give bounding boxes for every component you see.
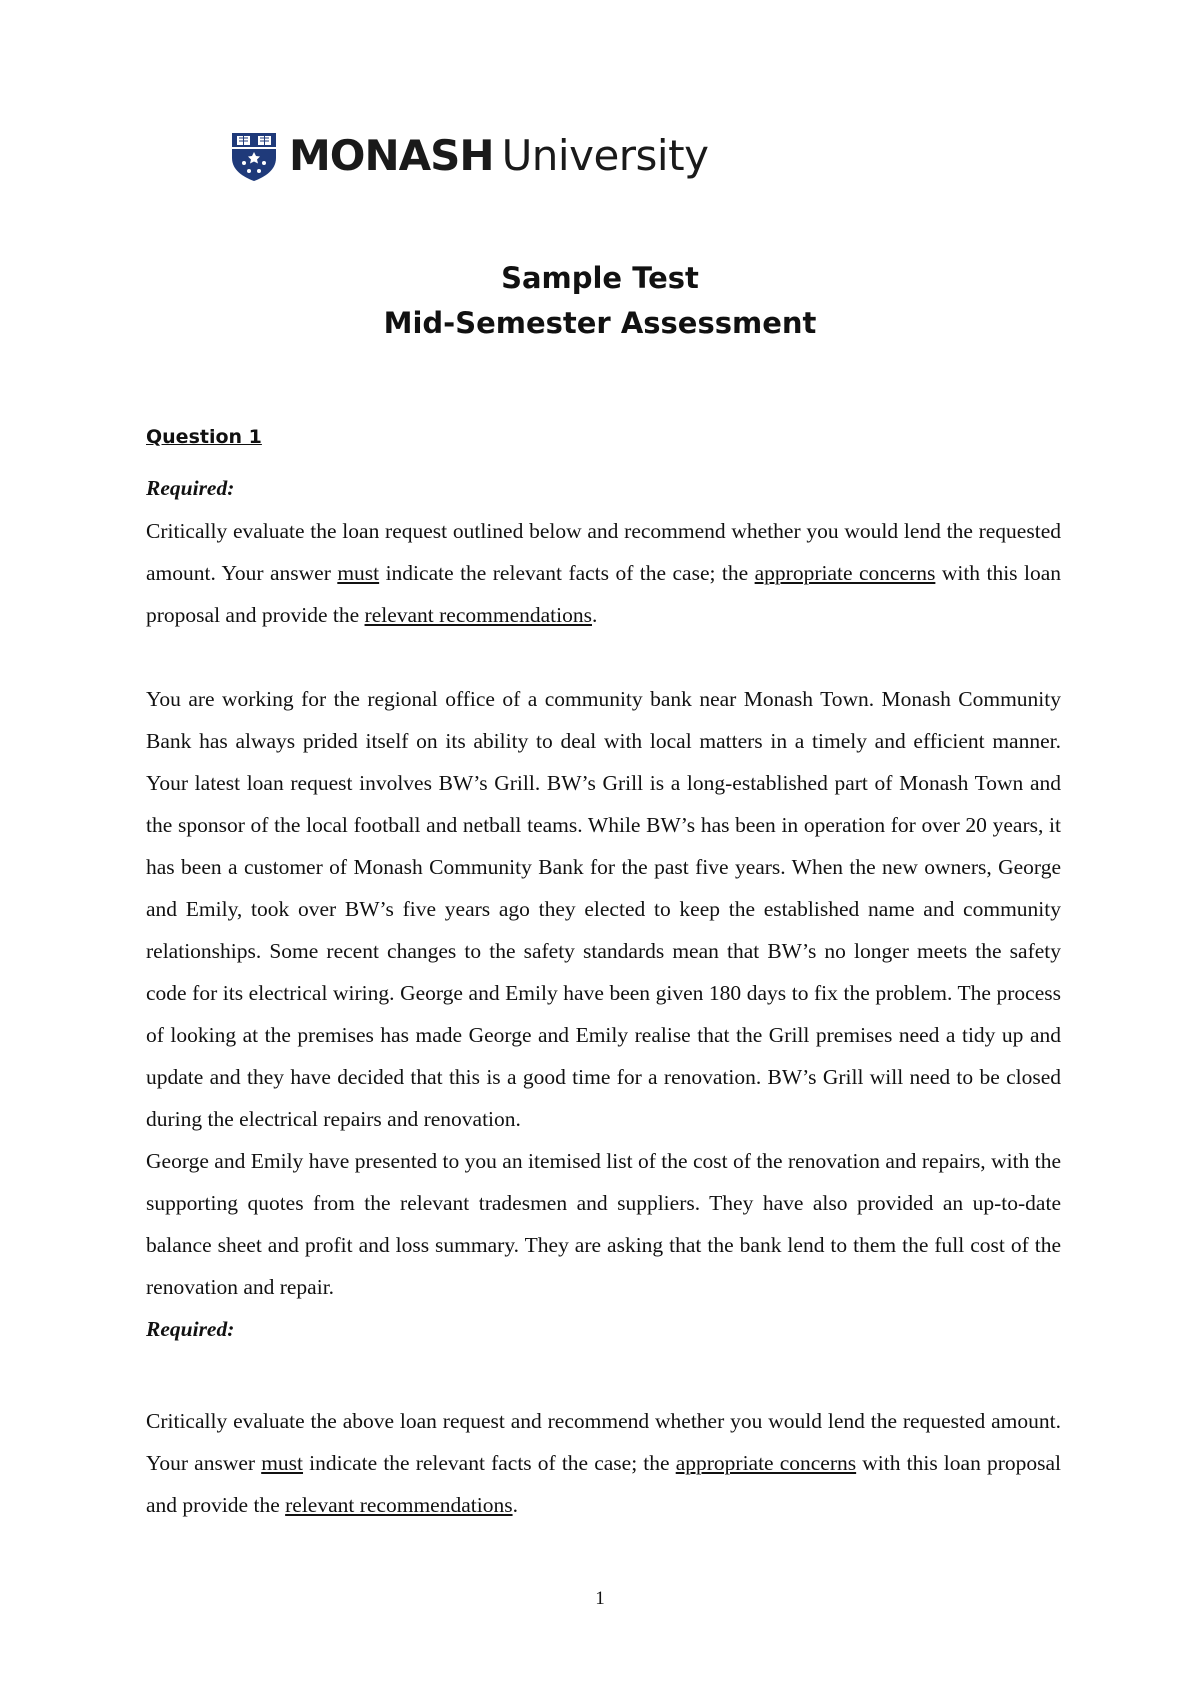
- logo-suffix: University: [501, 131, 709, 180]
- university-logo: [229, 130, 708, 182]
- intro-paragraph: [146, 510, 1061, 636]
- document-title: [0, 256, 1200, 346]
- required-label: Required:: [146, 476, 235, 500]
- final-instructions: [146, 1400, 1061, 1526]
- case-paragraph: You are working for the regional office of a community bank near Monash Town. Monash Community Bank has always prided itself on its ability to deal with local matters in a timely and efficient manner. Your latest loan request involves BW’s Grill. BW’s Grill is a long-established part of Monash Town and the sponsor of the local football and netball teams. While BW’s has been in operation for over 20 years, it has been a customer of Monash Community Bank for the past five years. When the new owners, George and Emily, took over BW’s five years ago they elected to keep the established name and community relationships. Some recent changes to the safety standards mean that BW’s no longer meets the safety code for its electrical wiring. George and Emily have been given 180 days to fix the problem. The process of looking at the premises has made George and Emily realise that the Grill premises need a tidy up and update and they have decided that this is a good time for a renovation. BW’s Grill will need to be closed during the electrical repairs and renovation.: [146, 687, 1061, 1131]
- final-text-1: Critically evaluate the above loan request and recommend whether you would lend the requested amount. Your answer: [146, 1409, 1061, 1475]
- intro-concerns: appropriate concerns: [754, 561, 936, 585]
- page-number: 1: [595, 1588, 605, 1609]
- title-line-1: Sample Test: [501, 261, 699, 295]
- final-text-3: with this loan proposal and provide the: [146, 1451, 1061, 1517]
- required-label-2: [146, 1308, 1061, 1350]
- final-paragraph: [146, 1400, 1061, 1526]
- intro-text-2: indicate the relevant facts of the case; the: [379, 561, 755, 585]
- case-section: [146, 678, 1061, 1350]
- logo-brand: MONASH: [289, 131, 494, 180]
- logo-wordmark: [289, 131, 709, 180]
- request-paragraph: George and Emily have presented to you an itemised list of the cost of the renovation and repairs, with the supporting quotes from the relevant tradesmen and suppliers. They have also provided an up-to-date balance sheet and profit and loss summary. They are asking that the bank lend to them the full cost of the renovation and repair.: [146, 1149, 1061, 1299]
- crest-icon: [229, 130, 279, 182]
- final-text-4: .: [512, 1493, 518, 1517]
- final-text-2: indicate the relevant facts of the case; the: [303, 1451, 676, 1475]
- required-label-2-text: Required:: [146, 1317, 235, 1341]
- intro-text-3: with this loan proposal and provide the: [146, 561, 1061, 627]
- final-concerns: appropriate concerns: [675, 1451, 857, 1475]
- title-line-2: Mid-Semester Assessment: [383, 306, 817, 340]
- intro-text-4: .: [591, 603, 598, 627]
- required-heading-1: [146, 476, 1061, 501]
- final-recommendations: relevant recommendations: [285, 1493, 513, 1517]
- intro-recommendations: relevant recommendations: [364, 603, 592, 627]
- final-must: must: [261, 1451, 304, 1475]
- intro-must: must: [337, 561, 380, 585]
- question-heading: Question 1: [146, 426, 262, 448]
- intro-text-1: Critically evaluate the loan request outlined below and recommend whether you would lend the requested amount. Your answer: [146, 519, 1061, 585]
- intro-instructions: [146, 510, 1061, 636]
